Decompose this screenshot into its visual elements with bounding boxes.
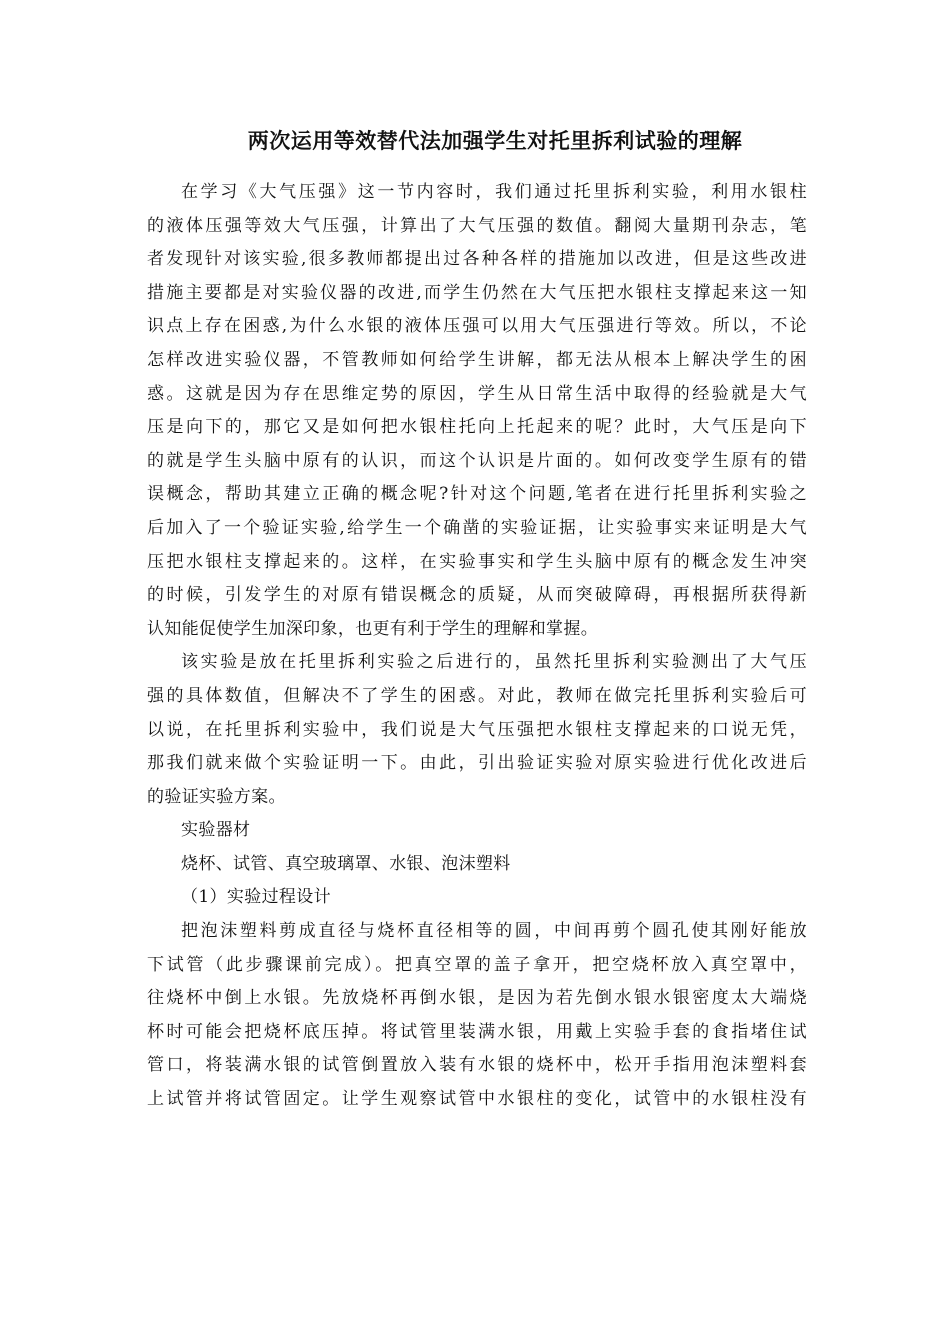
section-heading: 实验器材 (181, 820, 251, 841)
text-line: 杯时可能会把烧杯底压掉。将试管里装满水银，用戴上实验手套的食指堵住试 (147, 1021, 807, 1042)
text-line: 强的具体数值，但解决不了学生的困惑。对此，教师在做完托里拆利实验后可 (147, 685, 807, 706)
text-line: 那我们就来做个实验证明一下。由此，引出验证实验对原实验进行优化改进后 (147, 753, 807, 774)
text-line: 压把水银柱支撑起来的。这样，在实验事实和学生头脑中原有的概念发生冲突 (147, 551, 807, 572)
text-line: 识点上存在困惑,为什么水银的液体压强可以用大气压强进行等效。所以，不论 (147, 316, 807, 337)
text-line: 管口，将装满水银的试管倒置放入装有水银的烧杯中，松开手指用泡沫塑料套 (147, 1055, 807, 1076)
text-line: 措施主要都是对实验仪器的改进,而学生仍然在大气压把水银柱支撑起来这一知 (147, 282, 807, 303)
text-line: 惑。这就是因为存在思维定势的原因，学生从日常生活中取得的经验就是大气 (147, 383, 807, 404)
section-heading: （1）实验过程设计 (181, 887, 331, 908)
text-line: 怎样改进实验仪器，不管教师如何给学生讲解，都无法从根本上解决学生的困 (147, 349, 807, 370)
text-line: 误概念，帮助其建立正确的概念呢?针对这个问题,笔者在进行托里拆利实验之 (147, 484, 807, 505)
text-line: 的液体压强等效大气压强，计算出了大气压强的数值。翻阅大量期刊杂志，笔 (147, 215, 807, 236)
document-title: 两次运用等效替代法加强学生对托里拆利试验的理解 (247, 129, 743, 153)
text-line: 往烧杯中倒上水银。先放烧杯再倒水银，是因为若先倒水银水银密度太大端烧 (147, 988, 807, 1009)
text-line: 该实验是放在托里拆利实验之后进行的，虽然托里拆利实验测出了大气压 (181, 652, 807, 673)
text-line: 以说，在托里拆利实验中，我们说是大气压强把水银柱支撑起来的口说无凭， (147, 719, 807, 740)
text-line: 下试管（此步骤课前完成）。把真空罩的盖子拿开，把空烧杯放入真空罩中， (147, 954, 807, 975)
text-line: 后加入了一个验证实验,给学生一个确凿的实验证据，让实验事实来证明是大气 (147, 517, 807, 538)
text-line: 上试管并将试管固定。让学生观察试管中水银柱的变化，试管中的水银柱没有 (147, 1089, 807, 1110)
text-line: 认知能促使学生加深印象，也更有利于学生的理解和掌握。 (147, 618, 599, 639)
materials-list: 烧杯、试管、真空玻璃罩、水银、泡沫塑料 (181, 853, 511, 874)
text-line: 把泡沫塑料剪成直径与烧杯直径相等的圆，中间再剪个圆孔使其刚好能放 (181, 921, 807, 942)
text-line: 在学习《大气压强》这一节内容时，我们通过托里拆利实验，利用水银柱 (181, 182, 807, 202)
text-line: 的验证实验方案。 (147, 786, 286, 807)
text-line: 的就是学生头脑中原有的认识，而这个认识是片面的。如何改变学生原有的错 (147, 450, 807, 471)
text-line: 者发现针对该实验,很多教师都提出过各种各样的措施加以改进，但是这些改进 (147, 249, 807, 270)
text-line: 的时候，引发学生的对原有错误概念的质疑，从而突破障碍，再根据所获得新 (147, 585, 807, 606)
document-body (147, 176, 807, 1117)
text-line: 压是向下的，那它又是如何把水银柱托向上托起来的呢？此时，大气压是向下 (147, 417, 807, 438)
